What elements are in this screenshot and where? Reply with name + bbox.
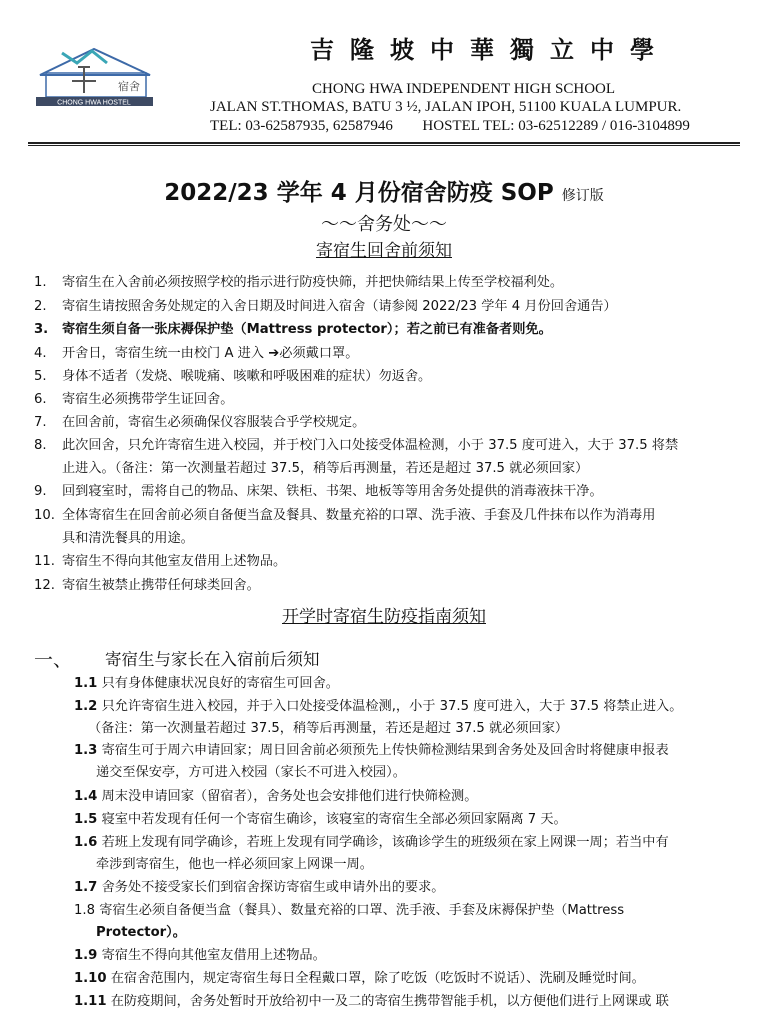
list-item: 1.10 在宿舍范围内，规定寄宿生每日全程戴口罩，除了吃饭（吃饭时不说话）、洗刷及睡觉时间。 xyxy=(74,971,645,986)
list-item: 1.4 周末没申请回家（留宿者），舍务处也会安排他们进行快筛检测。 xyxy=(74,789,478,804)
logo-caption: CHONG HWA HOSTEL xyxy=(57,99,131,107)
title-main: 2022/23 学年 4 月份宿舍防疫 SOP xyxy=(164,180,554,206)
title-revision: 修订版 xyxy=(561,188,604,204)
list-item: 1.8 寄宿生必须自备便当盒（餐具）、数量充裕的口罩、洗手液、手套及床褥保护垫（Mattress Protector）。 xyxy=(74,903,625,940)
school-tel: TEL: 03-62587935, 62587946 xyxy=(210,118,393,134)
list-item: 1.7 舍务处不接受家长们到宿舍探访寄宿生或申请外出的要求。 xyxy=(74,880,445,895)
section1-title: 寄宿生回舍前须知 xyxy=(316,241,452,261)
list-item: 1.5 寝室中若发现有任何一个寄宿生确诊，该寝室的寄宿生全部必须回家隔离 7 天。 xyxy=(74,812,567,827)
hostel-tel: HOSTEL TEL: 03-62512289 / 016-3104899 xyxy=(422,118,690,134)
school-name-en: CHONG HWA INDEPENDENT HIGH SCHOOL xyxy=(312,81,616,97)
hostel-logo xyxy=(32,45,157,107)
list-item: 1.6 若班上发现有同学确诊，若班上发现有同学确诊，该确诊学生的班级须在家上网课一周；若当中有 牵涉到寄宿生，他也一样必须回家上网课一周。 xyxy=(74,835,669,872)
logo-text: 宿舍 xyxy=(118,80,140,93)
list-item: 1.11 在防疫期间，舍务处暂时开放给初中一及二的寄宿生携带智能手机，以方便他们进行上网课或 联 xyxy=(74,994,669,1009)
list-item: 1.2 只允许寄宿生进入校园，并于入口处接受体温检测,，小于 37.5 度可进入，大于 37.5 将禁止进入。 （备注：第一次测量若超过 37.5，稍等后再测量，若还是超过 37.5 就必须回家） xyxy=(74,699,683,736)
school-address: JALAN ST.THOMAS, BATU 3 ½, JALAN IPOH, 51100 KUALA LUMPUR. xyxy=(210,99,682,115)
section2-title: 开学时寄宿生防疫指南须知 xyxy=(282,607,486,627)
part1-title: 寄宿生与家长在入宿前后须知 xyxy=(105,650,320,669)
department-name: ～～舍务处～～ xyxy=(321,214,447,235)
school-name-cn: 吉隆坡中華獨立中學 xyxy=(310,36,670,64)
list-item: 1.9 寄宿生不得向其他室友借用上述物品。 xyxy=(74,948,326,963)
list-item: 1.3 寄宿生可于周六申请回家；周日回舍前必须预先上传快筛检测结果到舍务处及回舍时将健康申报表 递交至保安亭，方可进入校园（家长不可进入校园）。 xyxy=(74,743,669,780)
list-item: 10. 全体寄宿生在回舍前必须自备便当盒及餐具、数量充裕的口罩、洗手液、手套及几件抹布以作为消毒用 具和清洗餐具的用途。 xyxy=(34,508,656,546)
header-divider xyxy=(28,142,740,144)
list-item: 1.1 只有身体健康状况良好的寄宿生可回舍。 xyxy=(74,676,339,691)
part1-number: 一、 xyxy=(34,649,73,671)
school-tel-line xyxy=(210,118,690,135)
header-divider-thin xyxy=(28,145,740,146)
list-item: 8. 此次回舍，只允许寄宿生进入校园，并于校门入口处接受体温检测，小于 37.5 度可进入，大于 37.5 将禁 止进入。（备注：第一次测量若超过 37.5，稍等后再测量，若还是超过 37.5 就必须回家） xyxy=(34,438,679,476)
document-title xyxy=(0,174,768,207)
